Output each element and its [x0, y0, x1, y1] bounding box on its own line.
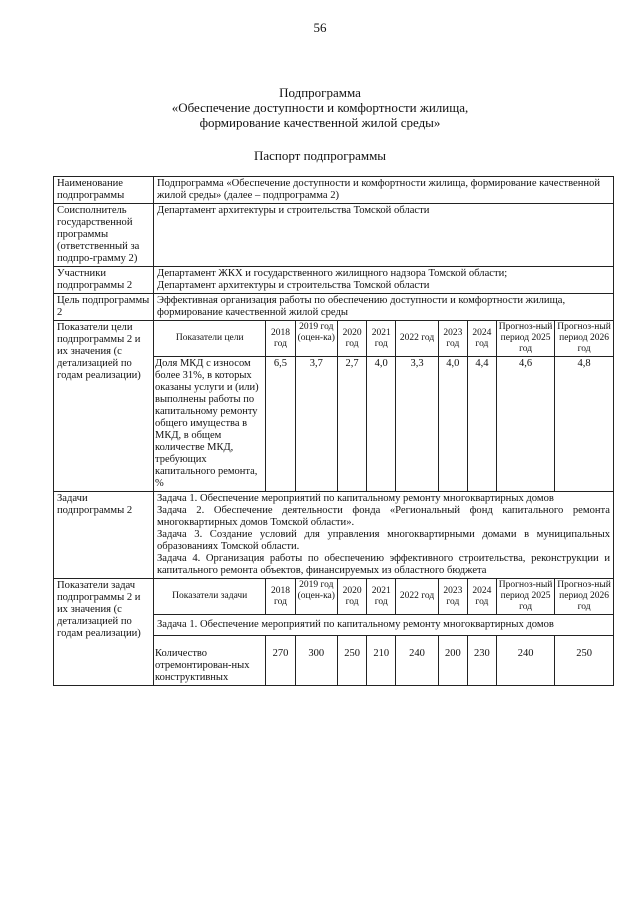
value-cell: 4,0	[367, 357, 396, 492]
header-cell: Прогноз-ный период 2026 год	[555, 321, 613, 357]
row-value	[154, 579, 614, 686]
header-cell: 2018 год	[266, 321, 295, 357]
data-row	[154, 357, 613, 492]
row-value: Эффективная организация работы по обеспечению доступности и комфортности жилища, формирование качественной жилой среды	[154, 294, 614, 321]
value-cell: 2,7	[338, 357, 367, 492]
value-cell: 210	[367, 636, 396, 686]
row-label: Соисполнитель государственной программы (ответственный за подпро-грамму 2)	[54, 204, 154, 267]
row-label: Задачи подпрограммы 2	[54, 492, 154, 579]
row-label: Наименование подпрограммы	[54, 177, 154, 204]
row-goal-indicators	[54, 321, 614, 492]
header-cell: 2023 год	[438, 579, 467, 615]
data-row	[154, 636, 613, 686]
value-cell: 250	[338, 636, 367, 686]
row-value: Подпрограмма «Обеспечение доступности и комфортности жилища, формирование качественной жилой среды» (далее – подпрограмма 2)	[154, 177, 614, 204]
task-1: Задача 1. Обеспечение мероприятий по капитальному ремонту многоквартирных домов	[157, 493, 554, 504]
value-cell: 4,6	[496, 357, 554, 492]
header-cell: 2024 год	[467, 321, 496, 357]
value-cell: 6,5	[266, 357, 295, 492]
header-cell: 2022 год	[396, 321, 439, 357]
row-label: Показатели задач подпрограммы 2 и их значения (с детализацией по годам реализации)	[54, 579, 154, 686]
header-cell: Прогноз-ный период 2025 год	[496, 321, 554, 357]
header-cell: 2021 год	[367, 579, 396, 615]
row-coexecutor	[54, 204, 614, 267]
header-cell: 2023 год	[438, 321, 467, 357]
header-cell: 2018 год	[266, 579, 295, 615]
header-cell: 2019 год (оцен-ка)	[295, 321, 338, 357]
value-cell: 230	[467, 636, 496, 686]
header-row	[154, 579, 613, 615]
header-cell: 2021 год	[367, 321, 396, 357]
value-cell: 4,4	[467, 357, 496, 492]
task-indicators-table	[154, 579, 613, 685]
header-cell: 2019 год (оцен-ка)	[295, 579, 338, 615]
header-cell: Показатели цели	[154, 321, 266, 357]
value-cell: 4,0	[438, 357, 467, 492]
title-line-2: «Обеспечение доступности и комфортности жилища,	[171, 100, 469, 115]
row-value	[154, 321, 614, 492]
passport-table	[53, 176, 614, 686]
participant-2: Департамент архитектуры и строительства Томской области	[157, 280, 430, 291]
row-value	[154, 492, 614, 579]
value-cell: 4,8	[555, 357, 613, 492]
goal-indicators-table	[154, 321, 613, 491]
header-cell: Показатели задачи	[154, 579, 266, 615]
indicator-name: Количество отремонтирован-ных конструктивных	[154, 636, 266, 686]
header-cell: Прогноз-ный период 2025 год	[496, 579, 554, 615]
value-cell: 240	[496, 636, 554, 686]
document-title	[0, 85, 640, 130]
value-cell: 3,3	[396, 357, 439, 492]
header-row	[154, 321, 613, 357]
title-line-3: формирование качественной жилой среды»	[199, 115, 441, 130]
passport-title: Паспорт подпрограммы	[253, 148, 387, 163]
value-cell: 200	[438, 636, 467, 686]
value-cell: 3,7	[295, 357, 338, 492]
row-label: Участники подпрограммы 2	[54, 267, 154, 294]
row-participants	[54, 267, 614, 294]
task-1-heading: Задача 1. Обеспечение мероприятий по капитальному ремонту многоквартирных домов	[154, 615, 613, 636]
task-2: Задача 2. Обеспечение деятельности фонда «Региональный фонд капитального ремонта многоквартирных домов Томской области».	[157, 505, 610, 528]
value-cell: 270	[266, 636, 295, 686]
participant-1: Департамент ЖКХ и государственного жилищного надзора Томской области;	[157, 268, 508, 279]
value-cell: 300	[295, 636, 338, 686]
header-cell: 2020 год	[338, 321, 367, 357]
row-task-indicators	[54, 579, 614, 686]
header-cell: 2024 год	[467, 579, 496, 615]
task-4: Задача 4. Организация работы по обеспечению эффективного строительства, реконструкции и капитального ремонта объектов, финансируемых из областного бюджета	[157, 553, 610, 576]
title-line-1: Подпрограмма	[279, 85, 361, 100]
row-value: Департамент архитектуры и строительства Томской области	[154, 204, 614, 267]
value-cell: 250	[555, 636, 613, 686]
task-heading-row	[154, 615, 613, 636]
row-goal	[54, 294, 614, 321]
header-cell: Прогноз-ный период 2026 год	[555, 579, 613, 615]
task-3: Задача 3. Создание условий для управления многоквартирными домами в муниципальных образованиях Томской области.	[157, 529, 610, 552]
row-tasks	[54, 492, 614, 579]
header-cell: 2022 год	[396, 579, 439, 615]
row-name	[54, 177, 614, 204]
row-label: Цель подпрограммы 2	[54, 294, 154, 321]
indicator-name: Доля МКД с износом более 31%, в которых оказаны услуги и (или) выполнены работы по капитальному ремонту общего имущества в МКД, в общем количестве МКД, требующих капитального ремонта, %	[154, 357, 266, 492]
row-label: Показатели цели подпрограммы 2 и их значения (с детализацией по годам реализации)	[54, 321, 154, 492]
header-cell: 2020 год	[338, 579, 367, 615]
page-number: 56	[313, 20, 327, 35]
value-cell: 240	[396, 636, 439, 686]
row-value	[154, 267, 614, 294]
